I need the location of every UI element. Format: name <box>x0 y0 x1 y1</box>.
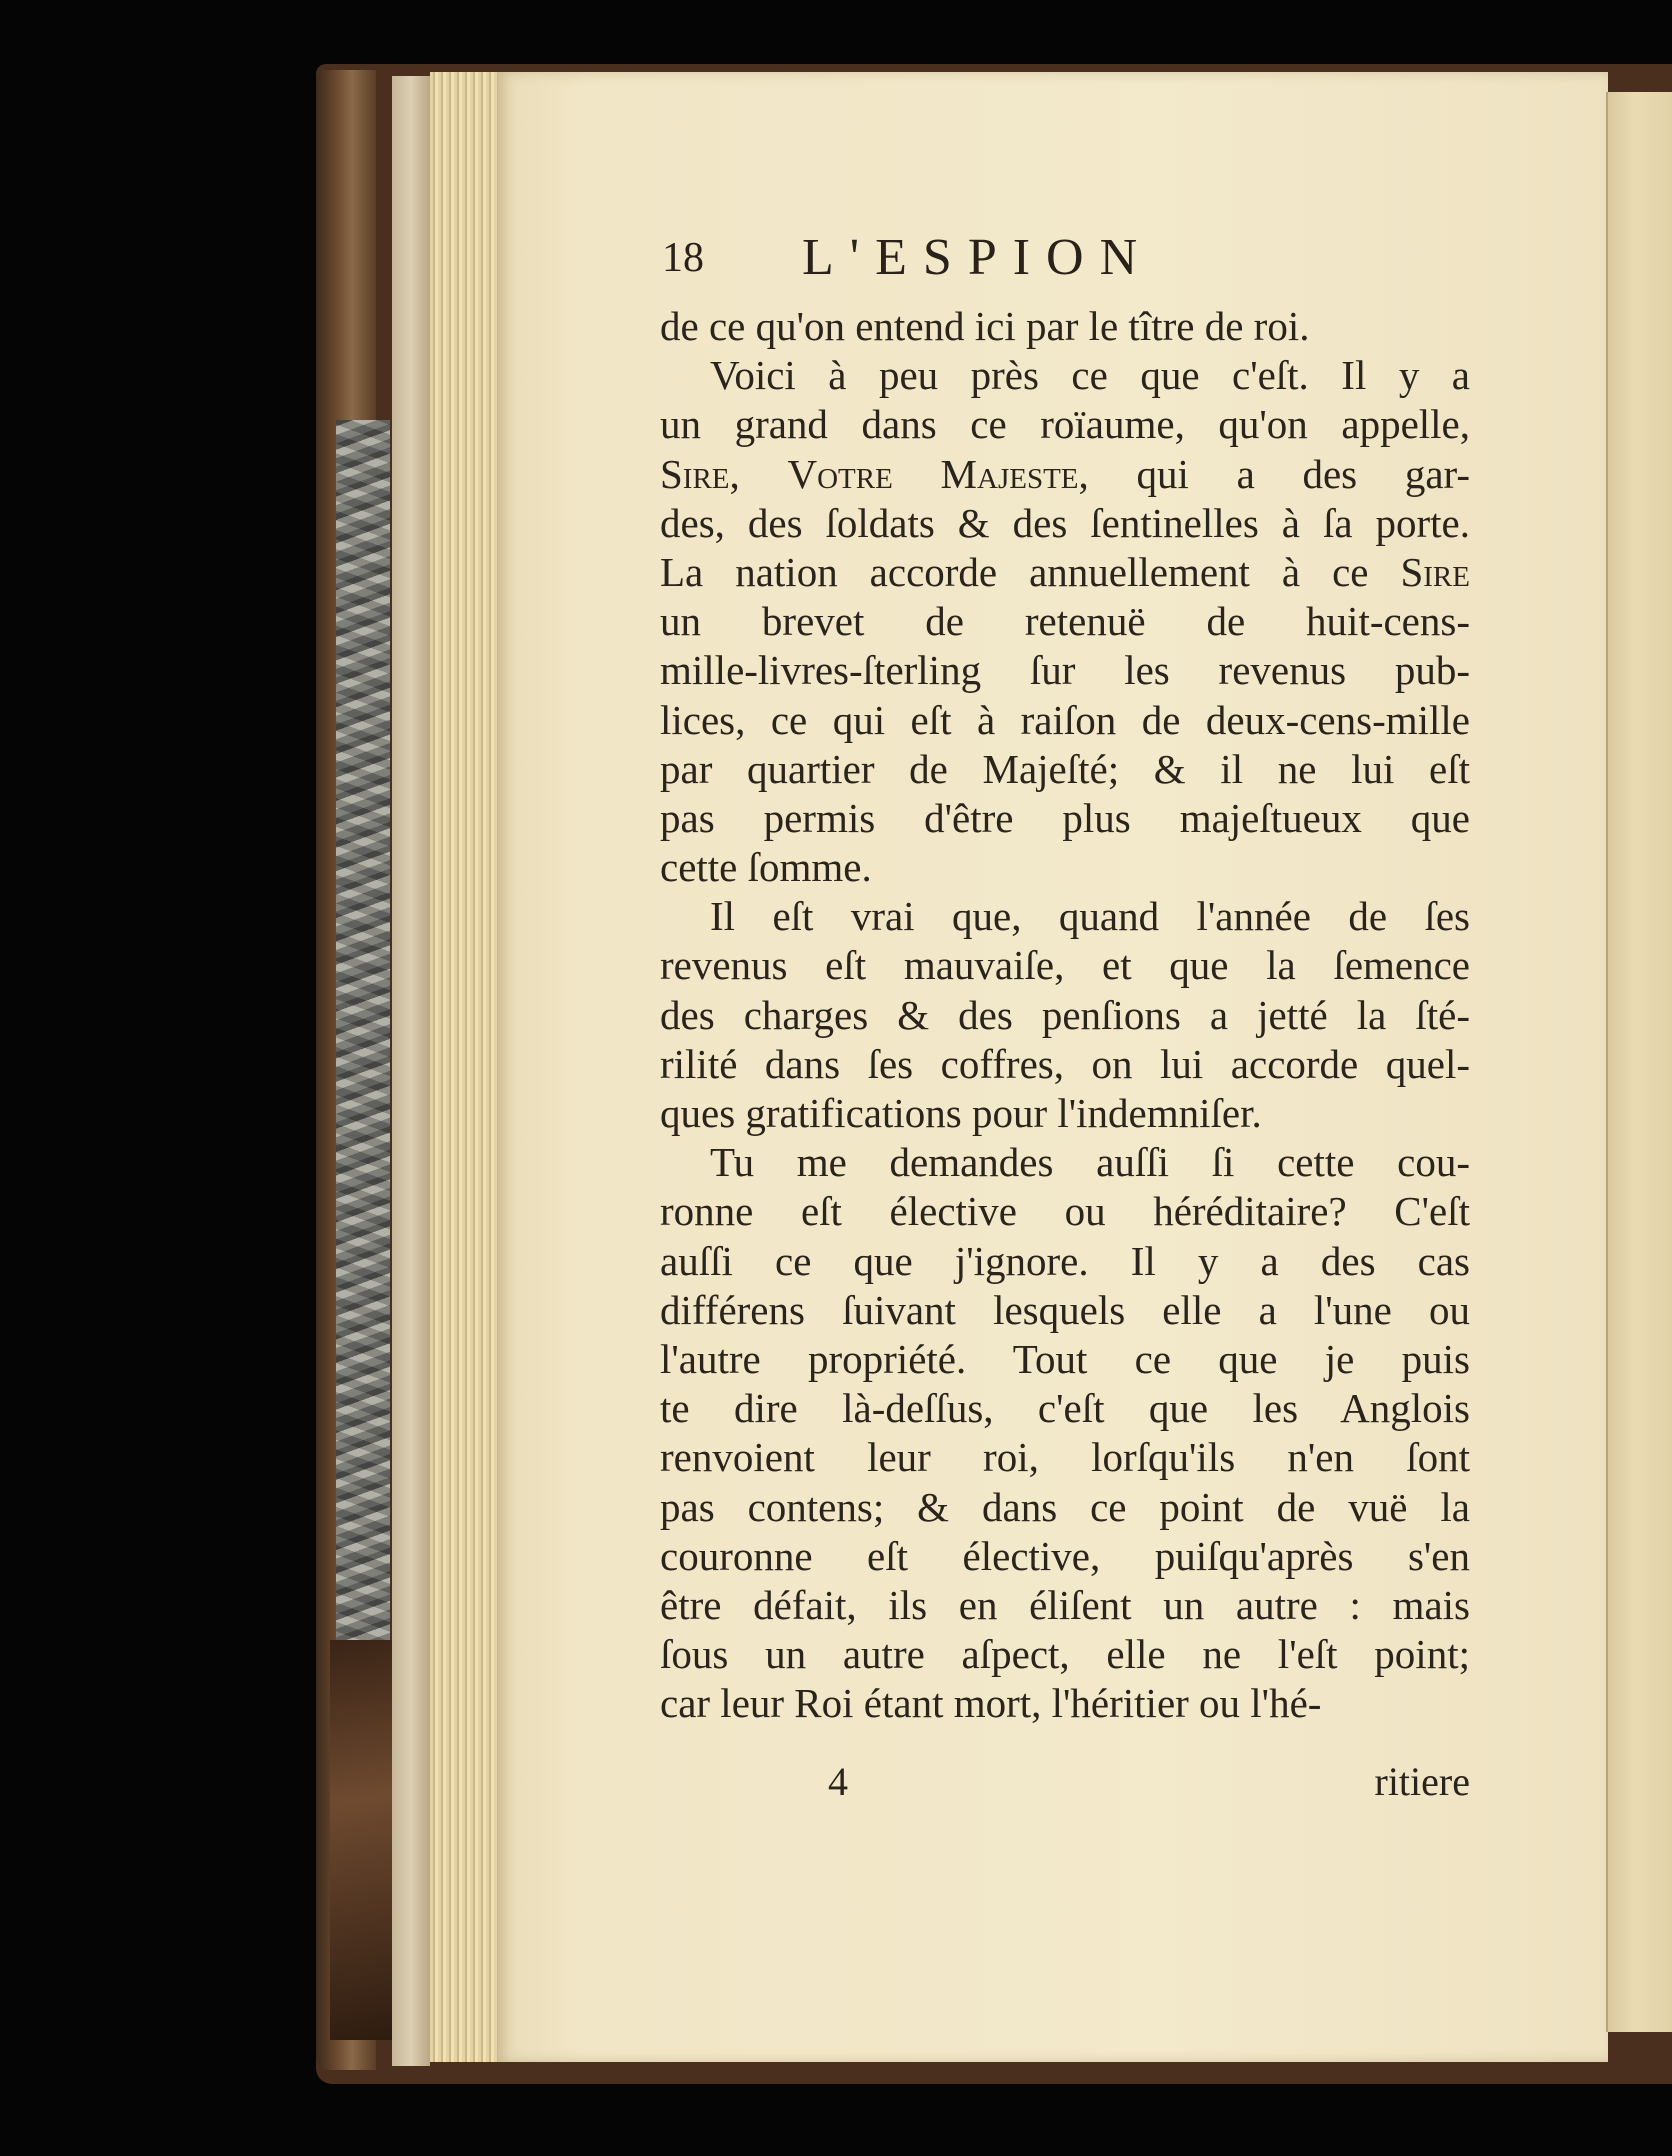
body-text <box>660 302 1470 1728</box>
text-line: différens ſuivant lesquels elle a l'une ou <box>660 1286 1470 1333</box>
signature-mark: 4 <box>828 1759 848 1804</box>
text-line: cette ſomme. <box>660 844 872 891</box>
text-line: par quartier de Majeſté; & il ne lui eſt <box>660 745 1470 792</box>
text-line: Voici à peu près ce que c'eſt. Il y a <box>710 352 1470 399</box>
text-line: lices, ce qui eſt à raiſon de deux-cens-mille <box>660 696 1470 743</box>
text-line: couronne eſt élective, puiſqu'après s'en <box>660 1532 1470 1579</box>
text-line: Tu me demandes auſſi ſi cette cou- <box>710 1139 1470 1186</box>
text-line: des, des ſoldats & des ſentinelles à ſa porte. <box>660 499 1470 546</box>
text-line: te dire là-deſſus, c'eſt que les Anglois <box>660 1385 1470 1432</box>
text-line: des charges & des penſions a jetté la ſté- <box>660 991 1470 1038</box>
page-stack-edge <box>430 72 498 2062</box>
running-title: L'ESPION <box>802 229 1154 286</box>
text-line: car leur Roi étant mort, l'héritier ou l'hé- <box>660 1680 1322 1727</box>
text-line: ques gratifications pour l'indemniſer. <box>660 1090 1262 1136</box>
text-line: un brevet de retenuë de huit-cens- <box>660 598 1470 645</box>
text-line: La nation accorde annuellement à ce Sire <box>660 548 1470 595</box>
catchword: ritiere <box>1374 1759 1470 1804</box>
text-line: renvoient leur roi, lorſqu'ils n'en ſont <box>660 1434 1470 1481</box>
running-head <box>662 228 1442 298</box>
marbled-board <box>336 420 390 1660</box>
text-line: mille-livres-ſterling ſur les revenus pub- <box>660 647 1470 694</box>
text-line: auſſi ce que j'ignore. Il y a des cas <box>660 1237 1470 1284</box>
text-line: Il eſt vrai que, quand l'année de ſes <box>710 893 1470 940</box>
text-line: de ce qu'on entend ici par le tître de roi. <box>660 303 1310 349</box>
text-line: être défait, ils en éliſent un autre : mais <box>660 1581 1470 1628</box>
text-line: rilité dans ſes coffres, on lui accorde quel- <box>660 1040 1470 1087</box>
text-line: revenus eſt mauvaiſe, et que la ſemence <box>660 942 1470 989</box>
text-line: ſous un autre aſpect, elle ne l'eſt point; <box>660 1631 1470 1678</box>
facing-page-edge <box>1606 92 1672 2032</box>
page-footer <box>660 1758 1470 1808</box>
page-number: 18 <box>662 235 704 281</box>
board-edge <box>392 76 430 2066</box>
text-line: un grand dans ce roïaume, qu'on appelle, <box>660 401 1470 448</box>
text-line: Sire, Votre Majeste, qui a des gar- <box>660 450 1471 497</box>
text-line: pas permis d'être plus majeſtueux que <box>660 794 1470 841</box>
leather-corner <box>330 1640 400 2040</box>
text-line: pas contens; & dans ce point de vuë la <box>660 1483 1470 1530</box>
text-line: l'autre propriété. Tout ce que je puis <box>660 1335 1470 1382</box>
text-line: ronne eſt élective ou héréditaire? C'eſt <box>660 1188 1470 1235</box>
